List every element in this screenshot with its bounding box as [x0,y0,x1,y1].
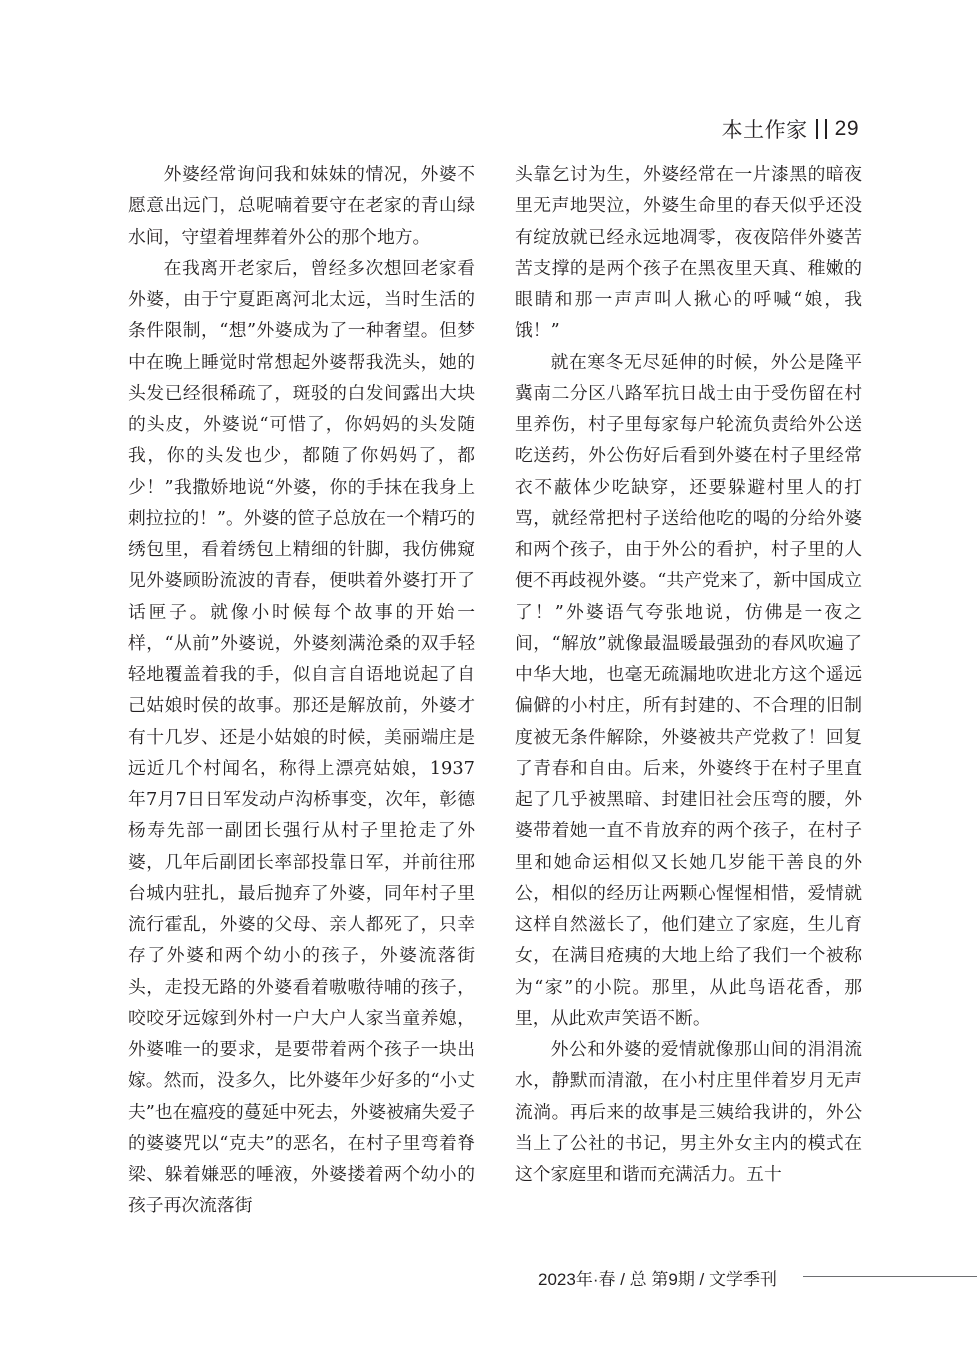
paragraph: 外婆经常询问我和妹妹的情况，外婆不愿意出远门，总呢喃着要守在老家的青山绿水间，守望着埋葬着外公的那个地方。 [128,164,475,248]
right-column [515,159,862,1190]
section-title: 本土作家 [721,119,808,142]
running-header [722,114,859,144]
paragraph-continuation: 头靠乞讨为生，外婆经常在一片漆黑的暗夜里无声地哭泣，外婆生命里的春天似乎还没有绽放就已经永远地凋零，夜夜陪伴外婆苦苦支撑的是两个孩子在黑夜里天真、稚嫩的眼睛和那一声声叫人揪心的呼喊“娘，我饿！” [515,164,862,342]
page-number: 29 [834,117,859,140]
paragraph: 外公和外婆的爱情就像那山间的涓涓流水，静默而清澈，在小村庄里伴着岁月无声流淌。再后来的故事是三姨给我讲的，外公当上了公社的书记，男主外女主内的模式在这个家庭里和谐而充满活力。五十 [515,1039,862,1185]
paragraph: 在我离开老家后，曾经多次想回老家看外婆，由于宁夏距离河北太远，当时生活的条件限制，“想”外婆成为了一种奢望。但梦中在晚上睡觉时常想起外婆帮我洗头，她的头发已经很稀疏了，斑驳的白发间露出大块的头皮，外婆说“可惜了，你妈妈的头发随我，你的头发也少，都随了你妈妈了，都少！”我撒娇地说“外婆，你的手抹在我身上刺拉拉的！”。外婆的笸子总放在一个精巧的绣包里，看着绣包上精细的针脚，我仿佛窥见外婆顾盼流波的青春，便哄着外婆打开了话匣子。就像小时候每个故事的开始一样，“从前”外婆说，外婆刻满沧桑的双手轻轻地覆盖着我的手，似自言自语地说起了自己姑娘时侯的故事。那还是解放前，外婆才有十几岁、还是小姑娘的时候，美丽端庄是远近几个村闻名，称得上漂亮姑娘，1937年7月7日日军发动卢沟桥事变，次年，彰德杨寿先部一副团长强行从村子里抢走了外婆，几年后副团长率部投靠日军，并前往邢台城内驻扎，最后抛弃了外婆，同年村子里流行霍乱，外婆的父母、亲人都死了，只幸存了外婆和两个幼小的孩子，外婆流落街头，走投无路的外婆看着嗷嗷待哺的孩子，咬咬牙远嫁到外村一户大户人家当童养媳，外婆唯一的要求，是要带着两个孩子一块出嫁。然而，没多久，比外婆年少好多的“小丈夫”也在瘟疫的蔓延中死去，外婆被痛失爱子的婆婆咒以“克夫”的恶名，在村子里弯着脊梁、躲着嫌恶的唾液，外婆搂着两个幼小的孩子再次流落街 [128,257,475,1217]
footer-rule [803,1276,977,1277]
left-column [128,159,475,1222]
header-divider [816,119,827,139]
issue-footer: 2023年·春 / 总 第9期 / 文学季刊 [538,1270,777,1289]
paragraph: 就在寒冬无尽延伸的时候，外公是隆平冀南二分区八路军抗日战士由于受伤留在村里养伤，村子里每家每户轮流负责给外公送吃送药，外公伤好后看到外婆在村子里经常衣不蔽体少吃缺穿，还要躲避村里人的打骂，就经常把村子送给他吃的喝的分给外婆和两个孩子，由于外公的看护，村子里的人便不再歧视外婆。“共产党来了，新中国成立了！”外婆语气夸张地说，仿佛是一夜之间，“解放”就像最温暖最强劲的春风吹遍了中华大地，也毫无疏漏地吹进北方这个遥远偏僻的小村庄，所有封建的、不合理的旧制度被无条件解除，外婆被共产党救了！回复了青春和自由。后来，外婆终于在村子里直起了几乎被黑暗、封建旧社会压弯的腰，外婆带着她一直不肯放弃的两个孩子，在村子里和她命运相似又长她几岁能干善良的外公，相似的经历让两颗心惺惺相惜，爱情就这样自然滋长了，他们建立了家庭，生儿育女，在满目疮痍的大地上给了我们一个被称为“家”的小院。那里，从此鸟语花香，那里，从此欢声笑语不断。 [515,351,862,1029]
